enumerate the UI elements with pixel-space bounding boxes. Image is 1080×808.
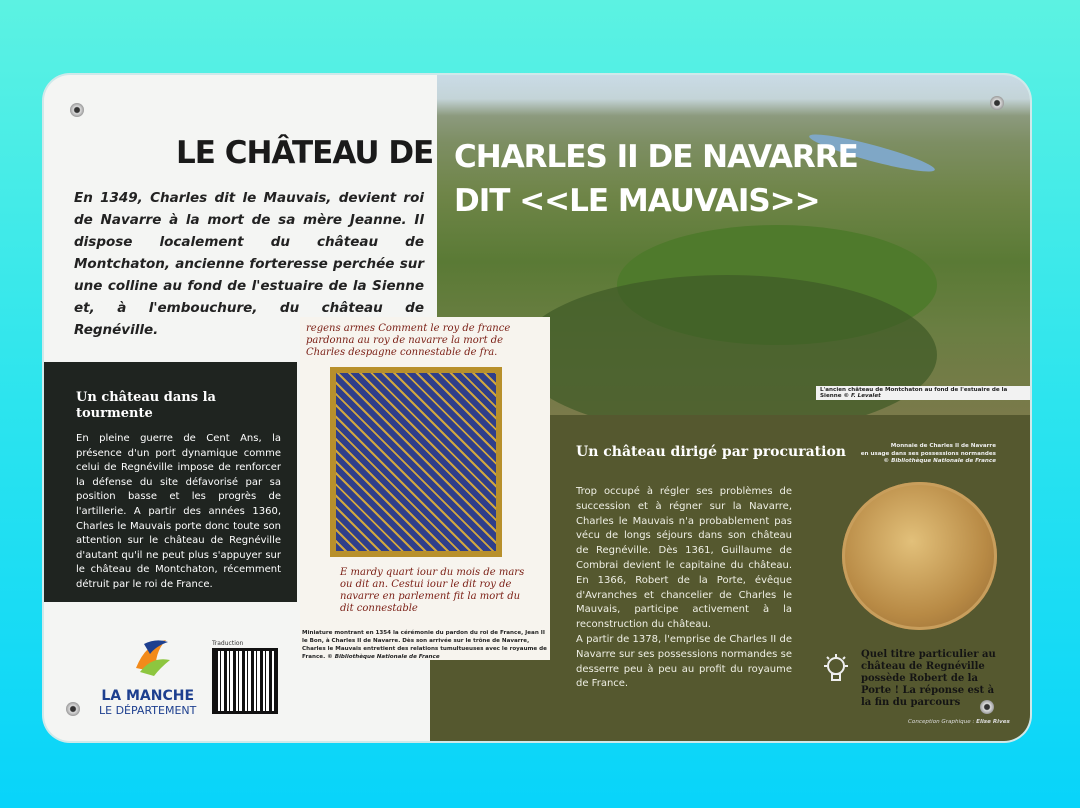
screw-icon bbox=[990, 96, 1004, 110]
title-part2 bbox=[454, 135, 858, 223]
logo-sub: LE DÉPARTEMENT bbox=[99, 704, 197, 717]
miniature-illustration bbox=[330, 367, 502, 557]
section-body-p2: A partir de 1378, l'emprise de Charles II de Navarre sur ses possessions normandes se desserre peu à peu au profit du royaume de France. bbox=[576, 633, 792, 690]
miniature-caption-text: Miniature montrant en 1354 la cérémonie du pardon du roi de France, Jean II le Bon, à Charles II de Navarre. Dès son arrivée sur le trône de Navarre, Charles le Mauvais entretient des relations tumultueuses avec le royaume de France. bbox=[302, 630, 547, 660]
photo-caption-text: L'ancien château de Montchaton au fond de l'estuaire de la Sienne bbox=[820, 387, 1008, 399]
photo-caption bbox=[816, 386, 1030, 400]
photo-credit: © F. Levalet bbox=[843, 393, 881, 399]
coin-credit: © Bibliothèque Nationale de France bbox=[883, 458, 996, 464]
miniature-caption bbox=[300, 629, 550, 661]
credit-name: Elise Rives bbox=[976, 719, 1010, 725]
miniature-bottom-text: E mardy quart iour du mois de mars ou dit an. Cestui iour le dit roy de navarre en parlement fit la mort du dit connestable bbox=[340, 567, 525, 614]
title-line3: DIT <<LE MAUVAIS>> bbox=[454, 183, 820, 219]
screw-icon bbox=[980, 700, 994, 714]
screw-icon bbox=[66, 702, 80, 716]
miniature-image bbox=[300, 317, 550, 660]
miniature-credit: © Bibliothèque Nationale de France bbox=[327, 654, 440, 660]
qr-code[interactable] bbox=[212, 648, 278, 714]
design-credit bbox=[908, 719, 1010, 725]
title-part1: LE CHÂTEAU DE bbox=[176, 135, 434, 171]
screw-icon bbox=[70, 103, 84, 117]
info-panel bbox=[44, 75, 1030, 741]
section-body: En pleine guerre de Cent Ans, la présence d'un port dynamique comme celui de Regnéville impose de renforcer la défense du site défavorisé par sa position basse et les progrès de l'artillerie. A partir des années 1360, Charles le Mauvais porte donc toute son attention sur le château de Regnéville d'autant qu'il ne peut plus s'appuyer sur le château de Montchaton, récemment détruit par le roi de France. bbox=[76, 433, 281, 590]
section-body bbox=[576, 485, 792, 692]
coin-image bbox=[842, 482, 997, 630]
section-title: Un château dans la tourmente bbox=[76, 390, 216, 421]
la-manche-logo-icon bbox=[126, 638, 172, 678]
la-manche-logo bbox=[99, 688, 196, 717]
intro-text: En 1349, Charles dit le Mauvais, devient roi de Navarre à la mort de sa mère Jeanne. Il dispose localement du château de Montchaton, ancienne forteresse perchée sur une colline au fond de l'estuaire de la Sienne et, à l'embouchure, du château de Regnéville. bbox=[74, 190, 424, 338]
section-body-p1: Trop occupé à régler ses problèmes de succession et à régner sur la Navarre, Charles le Mauvais n'a probablement pas vécu de longs séjours dans son château de Regnéville. Dès 1361, Guillaume de Combrai devient le capitaine du château. En 1366, Robert de la Porte, évêque d'Avranches et chancelier de Charles le Mauvais, participe activement à la reconstruction du château. bbox=[576, 486, 792, 631]
coin-caption-2: en usage dans ses possessions normandes bbox=[860, 450, 996, 457]
quiz-question: Quel titre particulier au château de Regnéville possède Robert de la Porte ! La réponse est à la fin du parcours bbox=[861, 649, 996, 708]
logo-name: LA MANCHE bbox=[101, 688, 195, 704]
credit-label: Conception Graphique : bbox=[908, 719, 975, 725]
qr-label: Traduction bbox=[212, 640, 244, 647]
section-tourmente bbox=[44, 362, 297, 602]
title-line2: CHARLES II DE NAVARRE bbox=[454, 139, 858, 175]
section-title: Un château dirigé par procuration bbox=[576, 444, 846, 460]
miniature-top-text: regens armes Comment le roy de france pardonna au roy de navarre la mort de Charles despagne connestable de fra. bbox=[306, 323, 511, 358]
coin-caption-1: Monnaie de Charles II de Navarre bbox=[890, 443, 996, 449]
coin-caption bbox=[844, 443, 996, 466]
lightbulb-icon bbox=[820, 652, 852, 688]
